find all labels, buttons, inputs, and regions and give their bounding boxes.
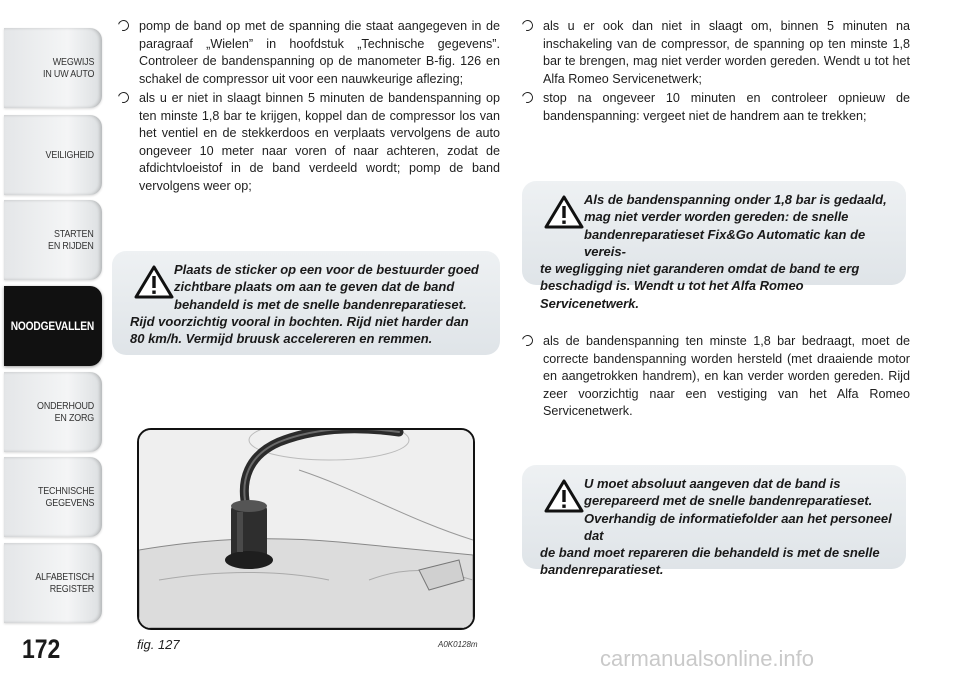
warning-triangle-icon bbox=[544, 195, 584, 229]
bullet-icon bbox=[116, 18, 131, 33]
right-column-top bbox=[522, 18, 910, 127]
figure-label: fig. 127 bbox=[137, 637, 180, 652]
bullet-icon bbox=[520, 90, 535, 105]
watermark: carmanualsonline.info bbox=[600, 646, 815, 671]
chapter-tabs bbox=[0, 0, 108, 640]
tab-wegwijs[interactable] bbox=[4, 28, 102, 108]
tab-alfabetisch[interactable] bbox=[4, 543, 102, 623]
tab-veiligheid[interactable] bbox=[4, 115, 102, 195]
bullet-icon bbox=[116, 90, 131, 105]
list-item: stop na ongeveer 10 minuten en controleer opnieuw de bandenspanning: vergeet niet de handrem aan te trekken; bbox=[522, 90, 910, 125]
warning-box bbox=[522, 465, 906, 578]
tab-label: STARTEN EN RIJDEN bbox=[48, 228, 94, 252]
list-item: als u er ook dan niet in slaagt om, binnen 5 minuten na inschakeling van de compressor, de spanning op ten minste 1,8 bar te brengen, mag niet verder worden gereden. Wendt u tot het Alfa Romeo Servicenetwerk; bbox=[522, 18, 910, 88]
tab-label: TECHNISCHE GEGEVENS bbox=[37, 485, 94, 509]
warning-triangle-icon bbox=[544, 479, 584, 513]
warning-box bbox=[522, 181, 906, 311]
warning-lead: Plaats de sticker op een voor de bestuurder goed zichtbare plaats om aan te geven dat de band behandeld is met de snelle bandenreparatieset. bbox=[174, 262, 479, 312]
tab-label: ALFABETISCH REGISTER bbox=[35, 571, 94, 595]
warning-text: Rijd voorzichtig vooral in bochten. Rijd niet harder dan 80 km/h. Vermijd bruusk accelereren en remmen. bbox=[130, 313, 469, 347]
figure-code: A0K0128m bbox=[438, 640, 478, 649]
tab-onderhoud[interactable] bbox=[4, 372, 102, 452]
tab-starten[interactable] bbox=[4, 200, 102, 280]
figure-127-image bbox=[137, 428, 475, 630]
warning-text: te wegligging niet garanderen omdat de band te erg beschadigd is. Wendt u tot het Alfa Romeo Servicenetwerk. bbox=[540, 261, 860, 311]
warning-text: de band moet repareren die behandeld is met de snelle bandenreparatieset. bbox=[540, 545, 880, 578]
tab-label: VEILIGHEID bbox=[45, 149, 94, 161]
left-column bbox=[118, 18, 500, 197]
warning-lead: Als de bandenspanning onder 1,8 bar is gedaald, mag niet verder worden gereden: de snelle bandenreparatieset Fix&Go Automatic kan de vereis- bbox=[584, 192, 887, 259]
tab-label: NOODGEVALLEN bbox=[10, 319, 94, 333]
warning-box bbox=[112, 251, 500, 355]
page-number: 172 bbox=[22, 634, 61, 664]
warning-triangle-icon bbox=[134, 265, 174, 299]
list-item: als u er niet in slaagt binnen 5 minuten de bandenspanning op ten minste 1,8 bar te krijgen, koppel dan de compressor los van het ventiel en de stekkerdoos en verplaats vervolgens de auto ongeveer 10 meter naar voren of naar achteren, zodat de afdichtvloeistof in de band verdeeld wordt; pomp de band vervolgens weer op; bbox=[118, 90, 500, 195]
tab-label: WEGWIJS IN UW AUTO bbox=[42, 56, 94, 80]
warning-lead: U moet absoluut aangeven dat de band is gerepareerd met de snelle bandenreparatieset. Overhandig de informatiefolder aan het personeel dat bbox=[584, 476, 892, 543]
list-item: als de bandenspanning ten minste 1,8 bar bedraagt, moet de correcte bandenspanning worden hersteld (met draaiende motor en aangetrokken handrem), en kan verder worden gereden. Rijd zeer voorzichtig naar een vestiging van het Alfa Romeo Servicenetwerk. bbox=[522, 333, 910, 421]
tab-label: ONDERHOUD EN ZORG bbox=[37, 400, 94, 424]
list-item: pomp de band op met de spanning die staat aangegeven in de paragraaf „Wielen” in hoofdstuk „Technische gegevens”. Controleer de bandenspanning op de manometer B-fig. 126 en schakel de compressor uit voor een nauwkeurige aflezing; bbox=[118, 18, 500, 88]
bullet-icon bbox=[520, 18, 535, 33]
tire-inflation-illustration bbox=[139, 430, 473, 628]
tab-noodgevallen[interactable] bbox=[4, 286, 102, 366]
tab-technische[interactable] bbox=[4, 457, 102, 537]
right-column-middle bbox=[522, 333, 910, 423]
bullet-icon bbox=[520, 333, 535, 348]
